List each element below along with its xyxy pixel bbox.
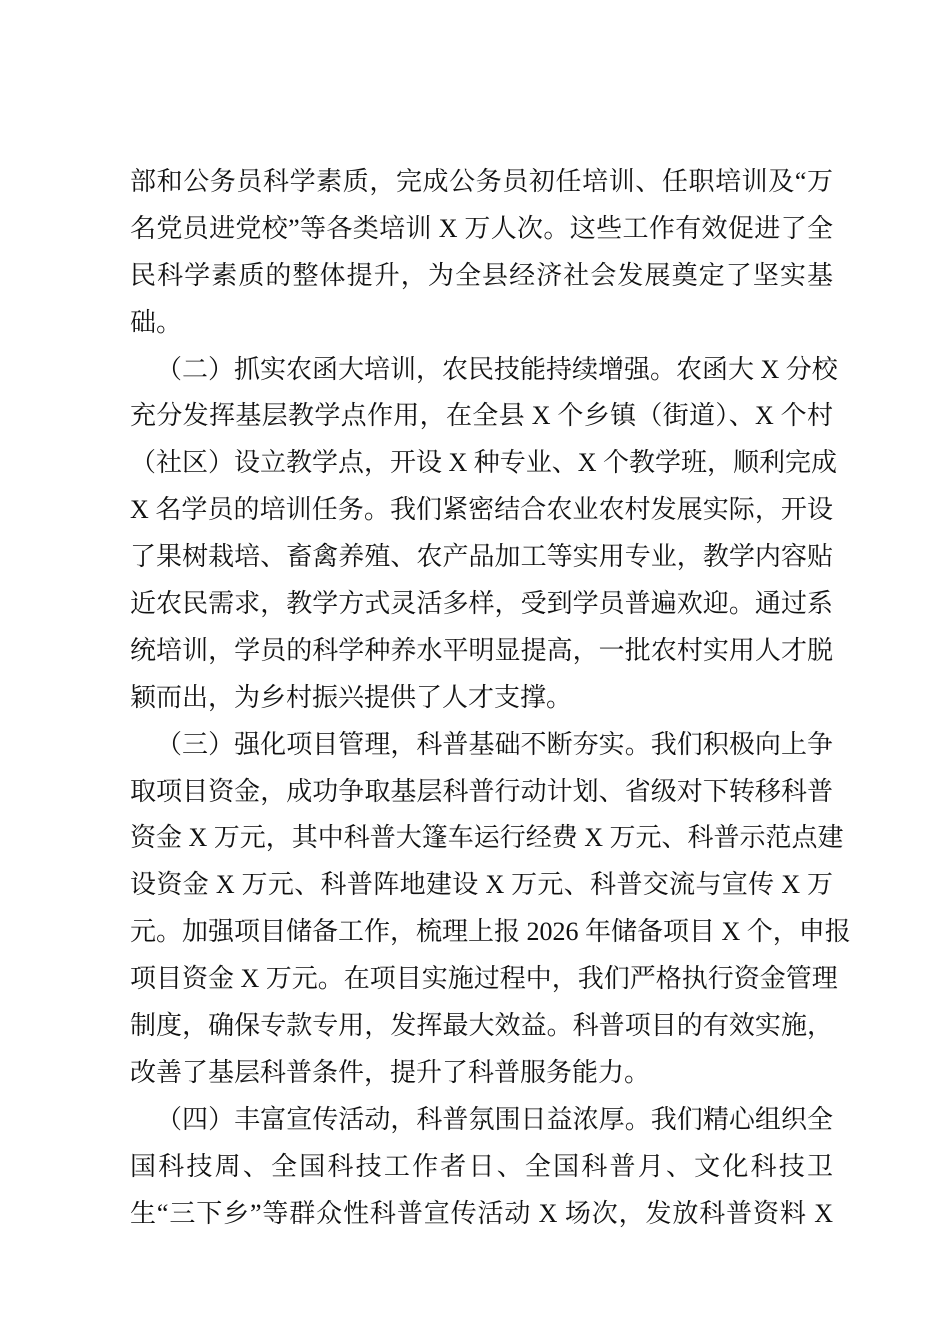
paragraph bbox=[130, 722, 851, 1097]
text-line: 设资金 X 万元、科普阵地建设 X 万元、科普交流与宣传 X 万 bbox=[130, 870, 833, 900]
text-line: 项目资金 X 万元。在项目实施过程中，我们严格执行资金管理 bbox=[130, 964, 838, 994]
paragraph bbox=[130, 1097, 833, 1238]
paragraph bbox=[130, 347, 838, 722]
text-line: （四）丰富宣传活动，科普氛围日益浓厚。我们精心组织全 bbox=[156, 1104, 833, 1134]
text-line: 制度，确保专款专用，发挥最大效益。科普项目的有效实施， bbox=[130, 1011, 833, 1041]
text-line: （三）强化项目管理，科普基础不断夯实。我们积极向上争 bbox=[156, 729, 833, 759]
text-line: 民科学素质的整体提升，为全县经济社会发展奠定了坚实基 bbox=[130, 260, 833, 290]
text-line: 资金 X 万元，其中科普大篷车运行经费 X 万元、科普示范点建 bbox=[130, 823, 844, 853]
text-line: 改善了基层科普条件，提升了科普服务能力。 bbox=[130, 1057, 651, 1087]
text-line: 础。 bbox=[130, 307, 183, 337]
text-line: （二）抓实农函大培训，农民技能持续增强。农函大 X 分校 bbox=[156, 354, 838, 384]
text-line: 颖而出，为乡村振兴提供了人才支撑。 bbox=[130, 682, 573, 712]
text-line: 近农民需求，教学方式灵活多样，受到学员普遍欢迎。通过系 bbox=[130, 589, 833, 619]
text-line: 部和公务员科学素质，完成公务员初任培训、任职培训及“万 bbox=[130, 167, 833, 196]
text-line: 名党员进党校”等各类培训 X 万人次。这些工作有效促进了全 bbox=[130, 213, 833, 243]
paragraph bbox=[130, 159, 833, 347]
text-line: （社区）设立教学点，开设 X 种专业、X 个教学班，顺利完成 bbox=[130, 448, 838, 478]
text-line: 了果树栽培、畜禽养殖、农产品加工等实用专业，教学内容贴 bbox=[130, 542, 833, 572]
text-line: X 名学员的培训任务。我们紧密结合农业农村发展实际，开设 bbox=[130, 495, 833, 525]
text-line: 生“三下乡”等群众性科普宣传活动 X 场次，发放科普资料 X bbox=[130, 1198, 833, 1228]
text-line: 充分发挥基层教学点作用，在全县 X 个乡镇（街道）、X 个村 bbox=[130, 401, 833, 431]
text-line: 元。加强项目储备工作，梳理上报 2026 年储备项目 X 个，申报 bbox=[130, 917, 851, 947]
document-page bbox=[130, 159, 851, 1237]
text-line: 取项目资金，成功争取基层科普行动计划、省级对下转移科普 bbox=[130, 776, 833, 806]
text-line: 统培训，学员的科学种养水平明显提高，一批农村实用人才脱 bbox=[130, 635, 833, 665]
text-line: 国科技周、全国科技工作者日、全国科普月、文化科技卫 bbox=[130, 1151, 833, 1181]
